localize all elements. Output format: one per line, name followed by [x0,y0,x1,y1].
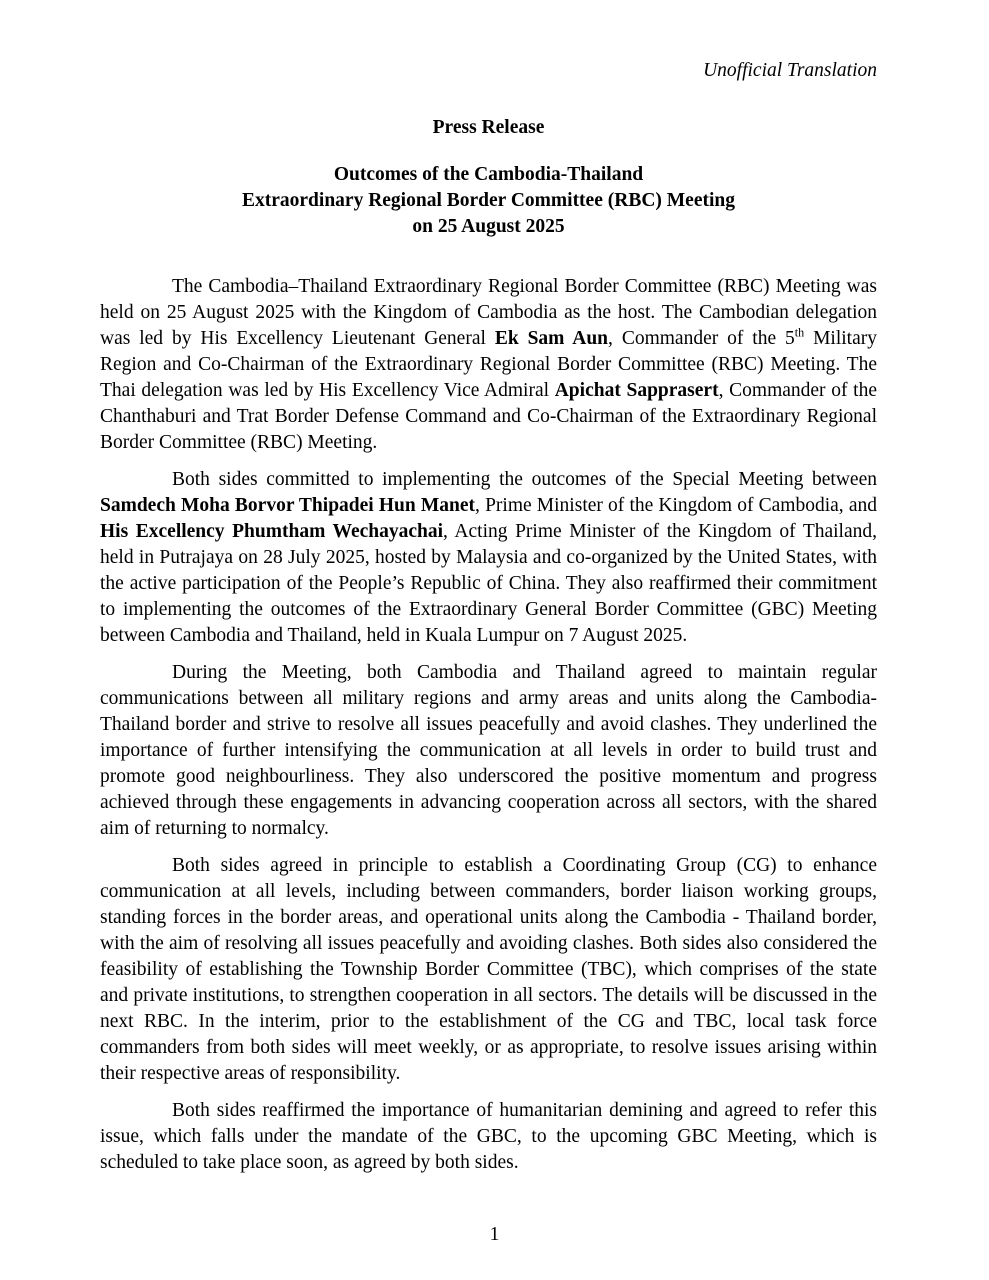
text-run: , Commander of the 5 [608,328,795,349]
text-run-bold: His Excellency Phumtham Wechayachai [100,521,444,542]
unofficial-translation-note: Unofficial Translation [703,60,877,81]
text-run-bold: Samdech Moha Borvor Thipadei Hun Manet [100,495,476,516]
text-run-bold: Ek Sam Aun [494,328,609,349]
document-title [100,162,877,240]
paragraph [100,467,877,649]
document-title-line: Extraordinary Regional Border Committee (RBC) Meeting [242,190,735,211]
text-run-superscript: th [794,325,805,340]
text-run-bold: Apichat Sapprasert [554,380,719,401]
text-run: During the Meeting, both Cambodia and Thailand agreed to maintain regular communications between all military regions and army areas and units along the Cambodia-Thailand border and strive to resolve all issues peacefully and avoid clashes. They underlined the importance of further intensifying the communication at all levels in order to build trust and promote good neighbourliness. They also underscored the positive momentum and progress achieved through these engagements in advancing cooperation across all sectors, with the shared aim of returning to normalcy. [100,662,877,839]
paragraph [100,274,877,456]
text-run: Military Region and Co-Chairman of the Extraordinary Regional Border Committee (RBC) Meeting. The Thai delegation was led by His Excellency Vice Admiral [100,328,877,401]
text-run: The Cambodia–Thailand Extraordinary Regional Border Committee (RBC) Meeting was held on 25 August 2025 with the Kingdom of Cambodia as the host. The Cambodian delegation was led by His Excellency Lieutenant General [100,276,877,349]
text-run: Both sides reaffirmed the importance of humanitarian demining and agreed to refer this issue, which falls under the mandate of the GBC, to the upcoming GBC Meeting, which is scheduled to take place soon, as agreed by both sides. [100,1100,877,1173]
document-title-line: Outcomes of the Cambodia-Thailand [333,164,644,185]
text-run: , Commander of the Chanthaburi and Trat Border Defense Command and Co-Chairman of the Extraordinary Regional Border Committee (RBC) Meeting. [100,380,878,453]
paragraph [100,1098,877,1176]
page-number: 1 [489,1224,500,1245]
press-release-heading: Press Release [432,117,545,138]
document-body [100,274,877,1176]
text-run: Both sides committed to implementing the outcomes of the Special Meeting between [172,469,877,490]
text-run: Both sides agreed in principle to establish a Coordinating Group (CG) to enhance communication at all levels, including between commanders, border liaison working groups, standing forces in the border areas, and operational units along the Cambodia - Thailand border, with the aim of resolving all issues peacefully and avoiding clashes. Both sides also considered the feasibility of establishing the Township Border Committee (TBC), which comprises of the state and private institutions, to strengthen cooperation in all sectors. The details will be discussed in the next RBC. In the interim, prior to the establishment of the CG and TBC, local task force commanders from both sides will meet weekly, or as appropriate, to resolve issues arising within their respective areas of responsibility. [100,855,877,1084]
text-run: , Acting Prime Minister of the Kingdom of Thailand, held in Putrajaya on 28 July 2025, hosted by Malaysia and co-organized by the United States, with the active participation of the People’s Republic of China. They also reaffirmed their commitment to implementing the outcomes of the Extraordinary General Border Committee (GBC) Meeting between Cambodia and Thailand, held in Kuala Lumpur on 7 August 2025. [100,521,877,646]
paragraph [100,660,877,842]
text-run: , Prime Minister of the Kingdom of Cambodia, and [475,495,877,516]
document-title-line: on 25 August 2025 [412,216,565,237]
paragraph [100,853,877,1087]
